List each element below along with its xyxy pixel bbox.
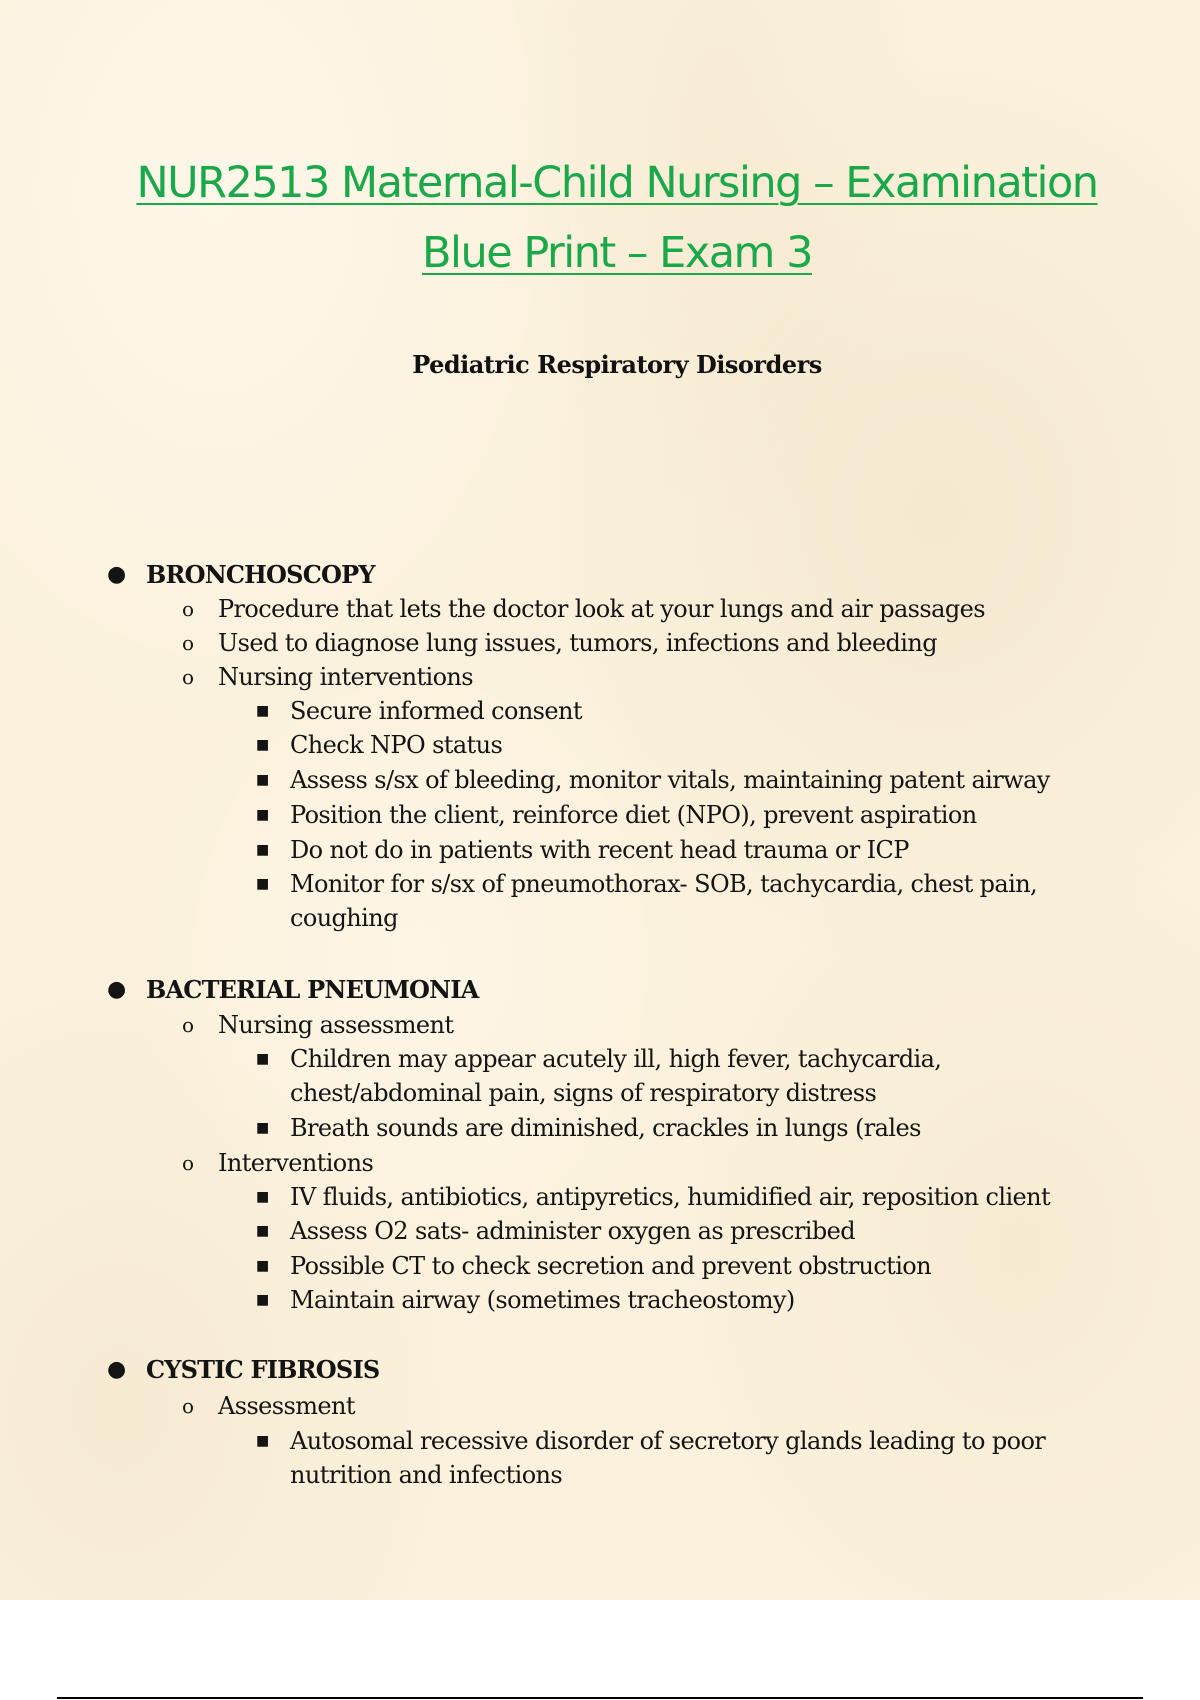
bullet-disc-icon: ●: [107, 977, 127, 1002]
bullet-square-icon: ■: [256, 703, 270, 719]
bullet-square-icon: ■: [256, 1258, 270, 1274]
list-item: Nursing interventions: [218, 663, 473, 691]
bullet-circle-icon: o: [182, 665, 195, 689]
title-line-1: NUR2513 Maternal-Child Nursing – Examination: [136, 158, 1098, 208]
section-heading: CYSTIC FIBROSIS: [146, 1355, 380, 1384]
document-title: [60, 148, 1174, 288]
sub-list-item: Autosomal recessive disorder of secretory glands leading to poor nutrition and infections: [290, 1427, 1046, 1489]
footer-divider: [57, 1697, 1143, 1699]
bullet-square-icon: ■: [256, 1292, 270, 1308]
sub-list-item: Possible CT to check secretion and prevent obstruction: [290, 1252, 931, 1280]
sub-list-item: IV fluids, antibiotics, antipyretics, humidified air, reposition client: [290, 1183, 1051, 1211]
sub-list-item: Breath sounds are diminished, crackles in lungs (rales: [290, 1114, 921, 1142]
sub-list-item: Do not do in patients with recent head trauma or ICP: [290, 836, 909, 864]
bullet-square-icon: ■: [256, 1051, 270, 1067]
bullet-square-icon: ■: [256, 842, 270, 858]
bullet-circle-icon: o: [182, 631, 195, 655]
sub-list-item: Position the client, reinforce diet (NPO), prevent aspiration: [290, 801, 977, 829]
bullet-square-icon: ■: [256, 876, 270, 892]
bullet-square-icon: ■: [256, 1120, 270, 1136]
list-item: Used to diagnose lung issues, tumors, infections and bleeding: [218, 629, 938, 657]
section-heading: BACTERIAL PNEUMONIA: [146, 975, 479, 1004]
list-item: Interventions: [218, 1149, 374, 1177]
sub-list-item: Maintain airway (sometimes tracheostomy): [290, 1286, 795, 1314]
list-item: Nursing assessment: [218, 1011, 454, 1039]
document-subtitle: Pediatric Respiratory Disorders: [412, 350, 822, 379]
title-line-2: Blue Print – Exam 3: [422, 228, 812, 278]
sub-list-item: Secure informed consent: [290, 697, 582, 725]
sub-list-item: Assess s/sx of bleeding, monitor vitals, maintaining patent airway: [290, 766, 1050, 794]
list-item: Assessment: [218, 1392, 355, 1420]
sub-list-item: Monitor for s/sx of pneumothorax- SOB, tachycardia, chest pain, coughing: [290, 870, 1038, 932]
bullet-disc-icon: ●: [107, 562, 127, 587]
sub-list-item: Check NPO status: [290, 731, 503, 759]
bullet-circle-icon: o: [182, 1013, 195, 1037]
bullet-circle-icon: o: [182, 597, 195, 621]
bullet-square-icon: ■: [256, 1223, 270, 1239]
sub-list-item: Assess O2 sats- administer oxygen as prescribed: [290, 1217, 855, 1245]
sub-list-item: Children may appear acutely ill, high fever, tachycardia, chest/abdominal pain, signs of respiratory distress: [290, 1045, 942, 1107]
bullet-square-icon: ■: [256, 772, 270, 788]
bullet-circle-icon: o: [182, 1151, 195, 1175]
bullet-square-icon: ■: [256, 807, 270, 823]
bullet-disc-icon: ●: [107, 1357, 127, 1382]
section-heading: BRONCHOSCOPY: [146, 560, 375, 589]
bullet-square-icon: ■: [256, 737, 270, 753]
list-item: Procedure that lets the doctor look at your lungs and air passages: [218, 595, 985, 623]
bullet-square-icon: ■: [256, 1433, 270, 1449]
bullet-circle-icon: o: [182, 1394, 195, 1418]
bullet-square-icon: ■: [256, 1189, 270, 1205]
